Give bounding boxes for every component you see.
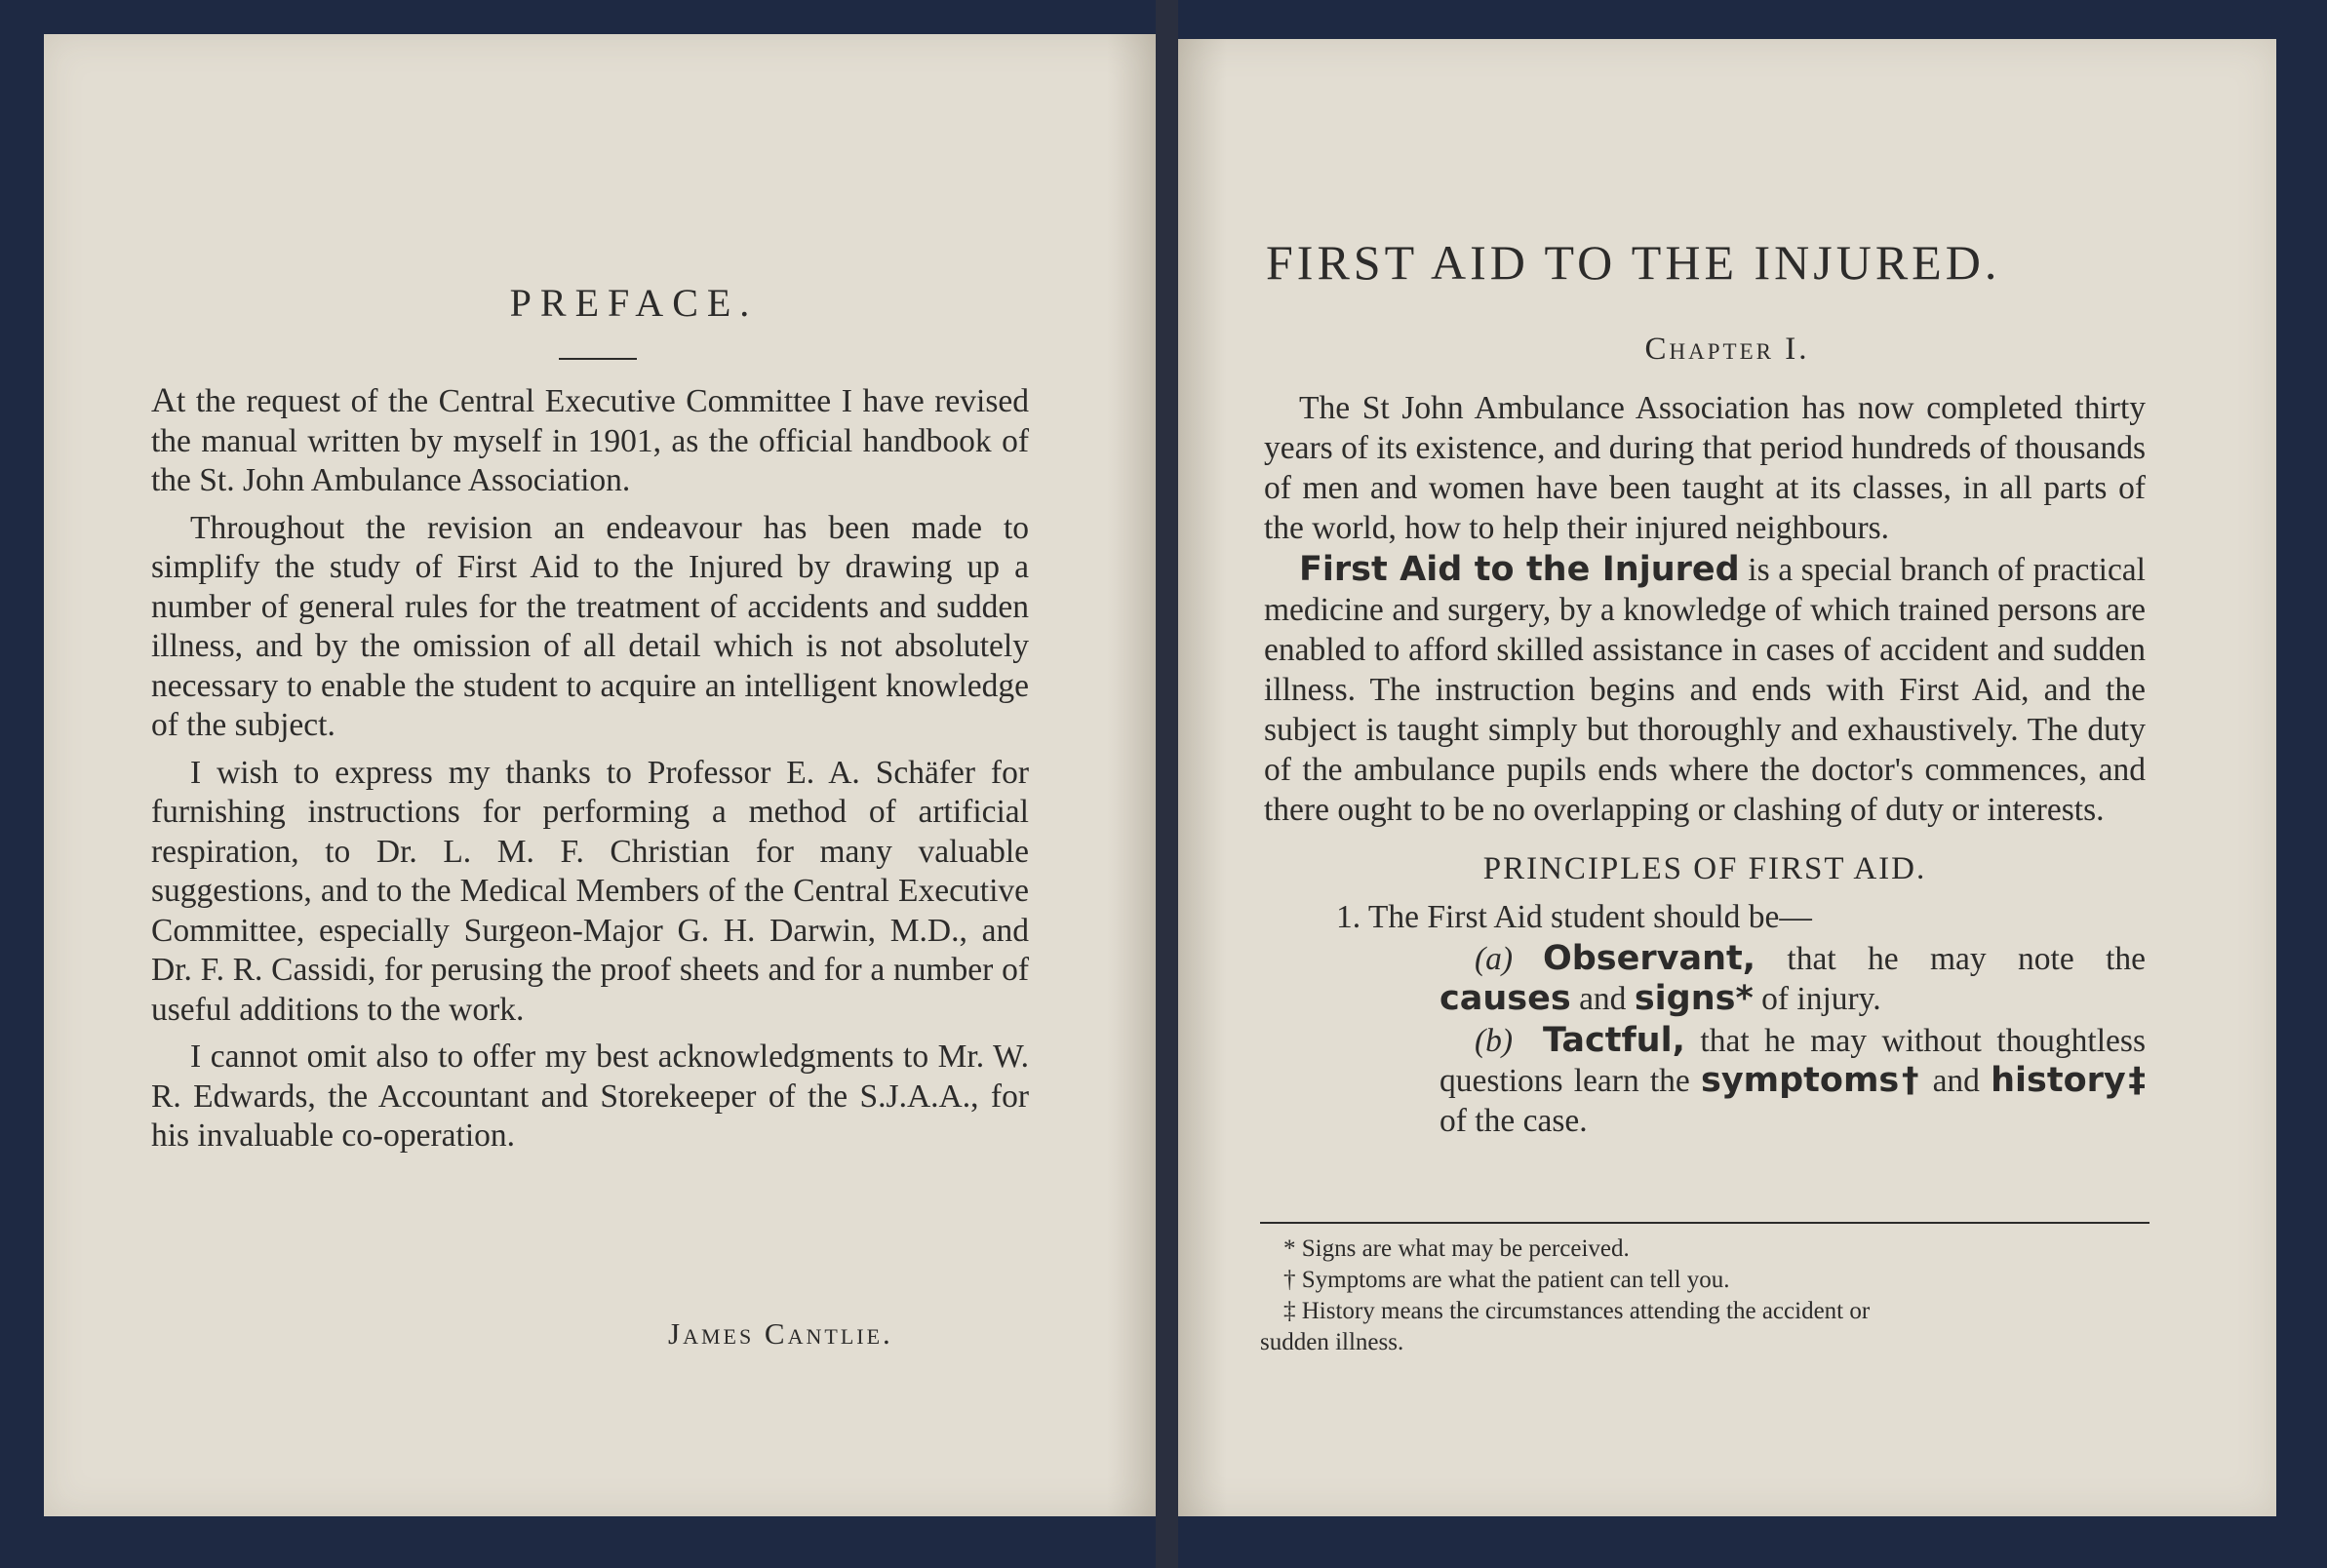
footnotes <box>1260 1234 2152 1358</box>
bold-term: history‡ <box>1991 1061 2147 1100</box>
item-label: (b) <box>1475 1023 1514 1059</box>
footnote-rule <box>1260 1222 2150 1224</box>
author-signature: James Cantlie. <box>668 1316 893 1351</box>
preface-heading: PREFACE. <box>509 281 759 325</box>
right-page <box>1178 39 2276 1516</box>
principles-heading: PRINCIPLES OF FIRST AID. <box>1482 851 1927 886</box>
sub-item-observant <box>1264 939 2146 1019</box>
preface-paragraph: I wish to express my thanks to Professor E. A. Schäfer for furnishing instructions for performing a method of artificial respiration, to Dr. L. M. F. Christian for many valuable suggestions, and to the Medical Members of the Central Executive Committee, especially Surgeon-Major G. H. Darwin, M.D., and Dr. F. R. Cassidi, for perusing the proof sheets and for a number of useful additions to the work. <box>151 754 1029 1028</box>
footnote-continuation: sudden illness. <box>1260 1329 1404 1355</box>
gutter-shadow <box>1107 34 1156 1516</box>
bold-term: signs* <box>1634 979 1754 1018</box>
bold-term: causes <box>1440 979 1571 1018</box>
heading-rule <box>559 358 637 360</box>
gutter-shadow <box>1178 39 1227 1516</box>
preface-paragraph: At the request of the Central Executive Committee I have revised the manual written by myself in 1901, as the official handbook of the St. John Ambulance Association. <box>151 380 1029 498</box>
footnote: † Symptoms are what the patient can tell you. <box>1283 1267 1730 1293</box>
footnote: ‡ History means the circumstances attending the accident or <box>1283 1298 1871 1324</box>
bold-term: symptoms† <box>1701 1061 1922 1100</box>
item-text: and <box>1579 981 1627 1017</box>
definition-paragraph <box>1264 550 2146 830</box>
footnote: * Signs are what may be perceived. <box>1283 1235 1630 1262</box>
book-title: FIRST AID TO THE INJURED. <box>1266 235 2001 290</box>
item-text: of the case. <box>1440 1103 1588 1139</box>
definition-term: First Aid to the Injured <box>1299 550 1740 589</box>
left-page <box>44 34 1156 1516</box>
item-text: of injury. <box>1761 981 1881 1017</box>
item-text: and <box>1932 1063 1980 1099</box>
definition-text: is a special branch of practical medicine and surgery, by a knowledge of which trained persons are enabled to afford skilled assistance in cases of accident and sudden illness. The instruction begins and ends with First Aid, and the subject is taught simply but thoroughly and exhaustively. The duty of the ambulance pupils ends where the doctor's commences, and there ought to be no overlapping or clashing of duty or interests. <box>1264 552 2146 828</box>
book-spine <box>1156 0 1178 1568</box>
chapter-body <box>1264 388 2146 1143</box>
preface-paragraph: I cannot omit also to offer my best acknowledgments to Mr. W. R. Edwards, the Accountant and Storekeeper of the S.J.A.A., for his invaluable co-operation. <box>151 1039 1029 1154</box>
sub-item-tactful <box>1264 1021 2146 1141</box>
principle-item: 1. The First Aid student should be— <box>1336 899 1812 935</box>
preface-body <box>151 380 1029 1164</box>
intro-paragraph: The St John Ambulance Association has now completed thirty years of its existence, and during that period hundreds of thousands of men and women have been taught at its classes, in all parts of the world, how to help their injured neighbours. <box>1264 390 2146 546</box>
chapter-heading: Chapter I. <box>1644 332 1810 367</box>
bold-term: Tactful, <box>1543 1021 1685 1060</box>
item-label: (a) <box>1475 941 1514 977</box>
preface-paragraph: Throughout the revision an endeavour has been made to simplify the study of First Aid to the Injured by drawing up a number of general rules for the treatment of accidents and sudden illness, and by the omission of all detail which is not absolutely necessary to enable the student to acquire an intelligent knowledge of the subject. <box>151 509 1029 743</box>
item-text: that he may without thoughtless questions learn the <box>1440 1023 2146 1099</box>
item-text: that he may note the <box>1787 941 2146 977</box>
bold-term: Observant, <box>1543 939 1756 978</box>
